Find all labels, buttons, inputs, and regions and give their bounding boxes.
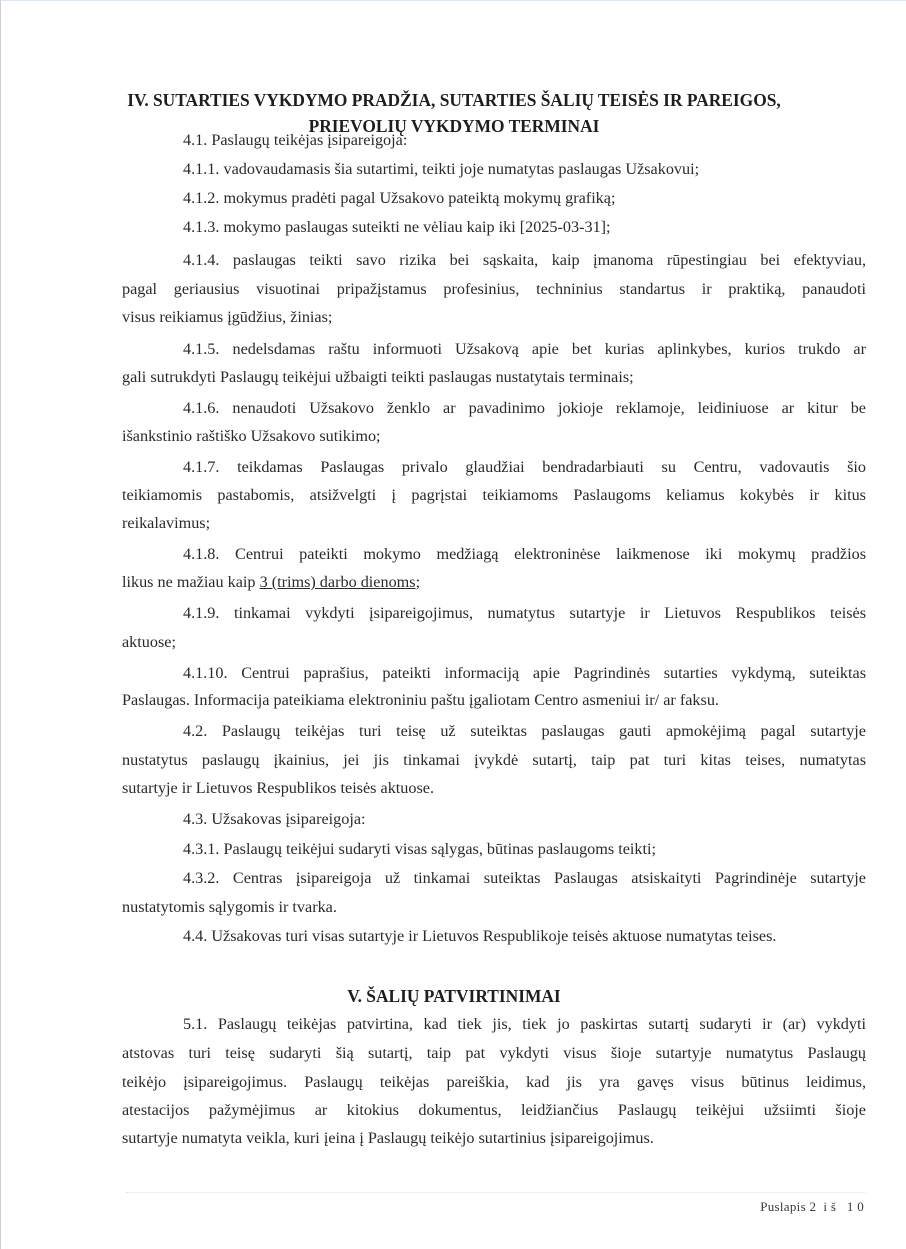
clause-5-1-line-5: sutartyje numatyta veikla, kuri įeina į Paslaugų teikėjo sutartinius įsipareigojimus. (122, 1129, 654, 1147)
clause-4-2-line-2: nustatytus paslaugų įkainius, jei jis tinkamai įvykdė sutartį, taip pat turi kitas teises, numatytas (122, 751, 866, 769)
clause-4-1-8-deadline: 3 (trims) darbo dienoms (259, 573, 416, 591)
clause-4-1-8-suffix: ; (415, 573, 421, 591)
clause-4-2-line-1: 4.2. Paslaugų teikėjas turi teisę už suteiktas paslaugas gauti apmokėjimą pagal sutartyje (183, 722, 866, 740)
clause-4-1-9-line-2: aktuose; (122, 633, 176, 651)
page-number: Puslapis 2 i š 1 0 (760, 1199, 864, 1214)
clause-4-1-2: 4.1.2. mokymus pradėti pagal Užsakovo pateiktą mokymų grafiką; (183, 189, 616, 207)
clause-4-1-7-line-3: reikalavimus; (122, 514, 211, 532)
clause-4-1-4-line-1: 4.1.4. paslaugas teikti savo rizika bei sąskaita, kaip įmanoma rūpestingiau bei efektyviau, (183, 251, 866, 269)
section-4-title-line-1: IV. SUTARTIES VYKDYMO PRADŽIA, SUTARTIES ŠALIŲ TEISĖS IR PAREIGOS, (127, 90, 781, 110)
clause-4-1-7-line-1: 4.1.7. teikdamas Paslaugas privalo glaudžiai bendradarbiauti su Centru, vadovautis šio (183, 458, 866, 476)
clause-4-3-2-line-1: 4.3.2. Centras įsipareigoja už tinkamai suteiktas Paslaugas atsiskaityti Pagrindinėje sutartyje (183, 869, 866, 887)
clause-4-3: 4.3. Užsakovas įsipareigoja: (183, 810, 366, 828)
clause-4-2-line-3: sutartyje ir Lietuvos Respublikos teisės aktuose. (122, 779, 435, 797)
clause-4-4: 4.4. Užsakovas turi visas sutartyje ir Lietuvos Respublikoje teisės aktuose numatytas teises. (183, 927, 777, 945)
clause-4-1-4-line-3: visus reikiamus įgūdžius, žinias; (122, 308, 333, 326)
clause-4-3-2-line-2: nustatytomis sąlygomis ir tvarka. (122, 898, 337, 916)
clause-4-1-10-line-1: 4.1.10. Centrui paprašius, pateikti informaciją apie Pagrindinės sutarties vykdymą, suteiktas (183, 664, 866, 682)
clause-4-1-6-line-2: išankstinio raštiško Užsakovo sutikimo; (122, 427, 381, 445)
footer-divider (126, 1192, 866, 1193)
clause-4-1-7-line-2: teikiamomis pastabomis, atsižvelgti į pagrįstai teikiamoms Paslaugoms keliamus kokybės ir kitus (122, 486, 866, 504)
section-4-title-line-2: PRIEVOLIŲ VYKDYMO TERMINAI (308, 116, 600, 136)
clause-4-1-8-prefix: likus ne mažiau kaip (122, 573, 260, 591)
clause-4-1-6-line-1: 4.1.6. nenaudoti Užsakovo ženklo ar pavadinimo jokioje reklamoje, leidiniuose ar kitur be (183, 399, 866, 417)
clause-4-1-8-line-2 (122, 572, 420, 592)
clause-4-1-5-line-1: 4.1.5. nedelsdamas raštu informuoti Užsakovą apie bet kurias aplinkybes, kurios trukdo ar (183, 340, 866, 358)
clause-4-3-1: 4.3.1. Paslaugų teikėjui sudaryti visas sąlygas, būtinas paslaugoms teikti; (183, 840, 656, 858)
clause-5-1-line-3: teikėjo įsipareigojimus. Paslaugų teikėjas pareiškia, kad jis yra gavęs visus būtinus leidimus, (122, 1073, 866, 1091)
clause-5-1-line-2: atstovas turi teisę sudaryti šią sutartį, taip pat vykdyti visus šioje sutartyje numatytus Paslaugų (122, 1044, 866, 1062)
clause-4-1-1: 4.1.1. vadovaudamasis šia sutartimi, teikti joje numatytas paslaugas Užsakovui; (183, 160, 700, 178)
clause-5-1-line-4: atestacijos pažymėjimus ar kitokius dokumentus, leidžiančius Paslaugų teikėjui užsiimti šioje (122, 1101, 866, 1119)
clause-4-1-4-line-2: pagal geriausius visuotinai pripažįstamus profesinius, techninius standartus ir praktiką, panaudoti (122, 280, 866, 298)
clause-4-1-10-line-2: Paslaugas. Informacija pateikiama elektroniniu paštu įgaliotam Centro asmeniui ir/ ar faksu. (122, 691, 719, 709)
clause-4-1-5-line-2: gali sutrukdyti Paslaugų teikėjui užbaigti teikti paslaugas nustatytais terminais; (122, 368, 634, 386)
section-5-title: V. ŠALIŲ PATVIRTINIMAI (347, 986, 561, 1006)
clause-4-1: 4.1. Paslaugų teikėjas įsipareigoja: (183, 131, 408, 149)
clause-4-1-3: 4.1.3. mokymo paslaugas suteikti ne vėliau kaip iki [2025-03-31]; (183, 218, 611, 236)
clause-4-1-9-line-1: 4.1.9. tinkamai vykdyti įsipareigojimus, numatytus sutartyje ir Lietuvos Respublikos teisės (183, 604, 866, 622)
clause-4-1-8-line-1: 4.1.8. Centrui pateikti mokymo medžiagą elektroninėse laikmenose iki mokymų pradžios (183, 545, 866, 563)
clause-5-1-line-1: 5.1. Paslaugų teikėjas patvirtina, kad tiek jis, tiek jo paskirtas sutartį sudaryti ir (ar) vykdyti (183, 1015, 866, 1033)
